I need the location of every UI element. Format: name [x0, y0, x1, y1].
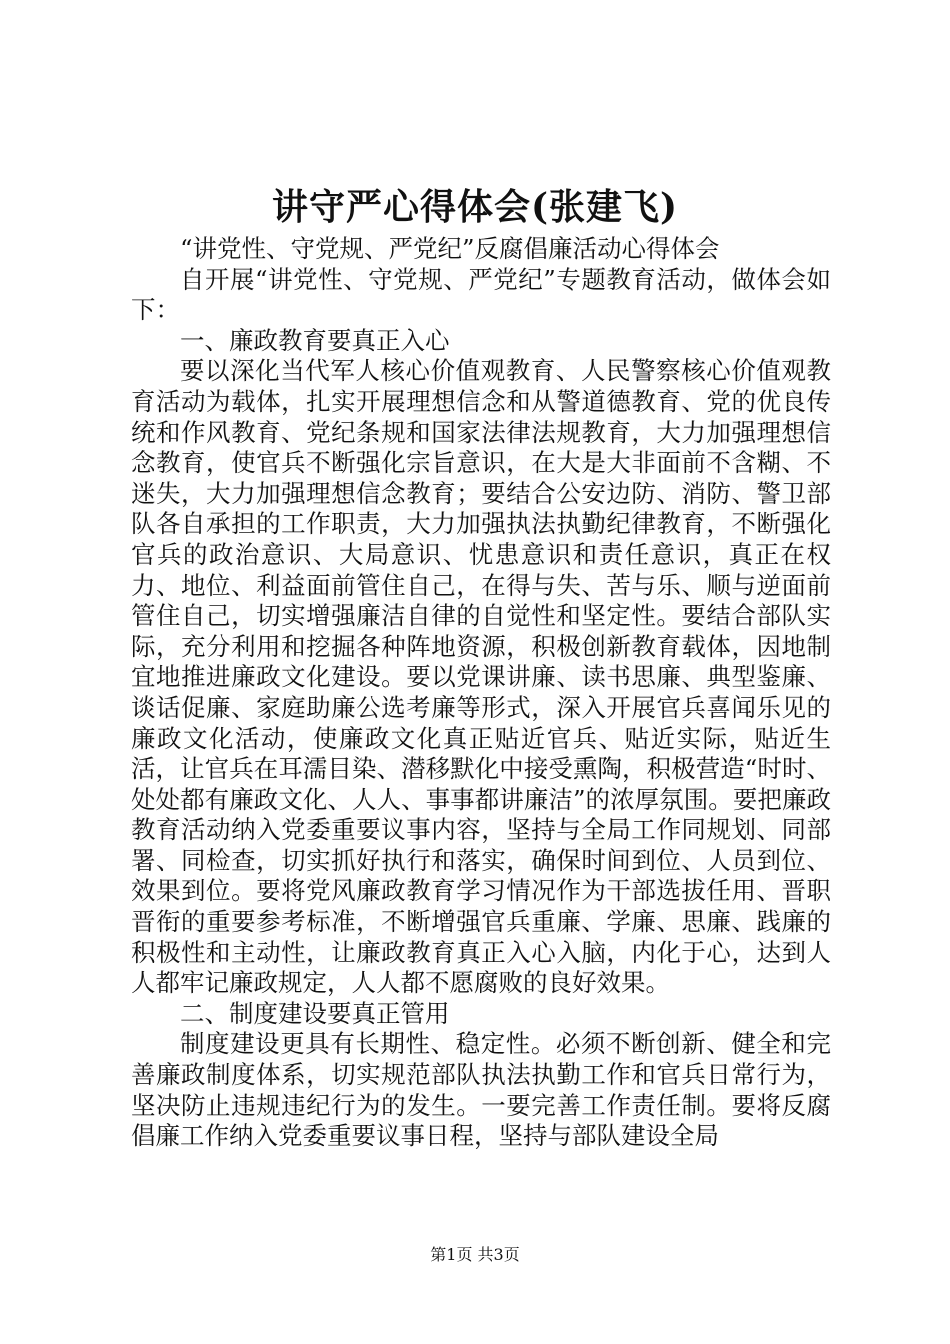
section-heading-1: 一、廉政教育要真正入心	[180, 325, 450, 355]
page-footer: 第1页 共3页	[430, 1245, 520, 1264]
document-body	[131, 234, 831, 1152]
section-heading-2: 二、制度建设要真正管用	[180, 998, 450, 1028]
document-title: 讲守严心得体会(张建飞)	[271, 186, 679, 228]
paragraph-section-2: 制度建设更具有长期性、稳定性。必须不断创新、健全和完善廉政制度体系，切实规范部队执法执勤工作和官兵日常行为，坚决防止违规违纪行为的发生。一要完善工作责任制。要将反腐倡廉工作纳入党委重要议事日程，坚持与部队建设全局	[131, 1029, 831, 1151]
paragraph-subtitle: “讲党性、守党规、严党纪”反腐倡廉活动心得体会	[180, 234, 720, 263]
paragraph-intro: 自开展“讲党性、守党规、严党纪”专题教育活动，做体会如下：	[131, 264, 831, 325]
paragraph-section-1: 要以深化当代军人核心价值观教育、人民警察核心价值观教育活动为载体，扎实开展理想信念和从警道德教育、党的优良传统和作风教育、党纪条规和国家法律法规教育，大力加强理想信念教育，使官兵不断强化宗旨意识，在大是大非面前不含糊、不迷失，大力加强理想信念教育；要结合公安边防、消防、警卫部队各自承担的工作职责，大力加强执法执勤纪律教育，不断强化官兵的政治意识、大局意识、忧患意识和责任意识，真正在权力、地位、利益面前管住自己，在得与失、苦与乐、顺与逆面前管住自己，切实增强廉洁自律的自觉性和坚定性。要结合部队实际，充分利用和挖掘各种阵地资源，积极创新教育载体，因地制宜地推进廉政文化建设。要以党课讲廉、读书思廉、典型鉴廉、谈话促廉、家庭助廉公选考廉等形式，深入开展官兵喜闻乐见的廉政文化活动，使廉政文化真正贴近官兵、贴近实际，贴近生活，让官兵在耳濡目染、潜移默化中接受熏陶，积极营造“时时、处处都有廉政文化、人人、事事都讲廉洁”的浓厚氛围。要把廉政教育活动纳入党委重要议事内容，坚持与全局工作同规划、同部署、同检查，切实抓好执行和落实，确保时间到位、人员到位、效果到位。要将党风廉政教育学习情况作为干部选拔任用、晋职晋衔的重要参考标准，不断增强官兵重廉、学廉、思廉、践廉的积极性和主动性，让廉政教育真正入心入脑，内化于心，达到人人都牢记廉政规定，人人都不愿腐败的良好效果。	[131, 356, 831, 998]
